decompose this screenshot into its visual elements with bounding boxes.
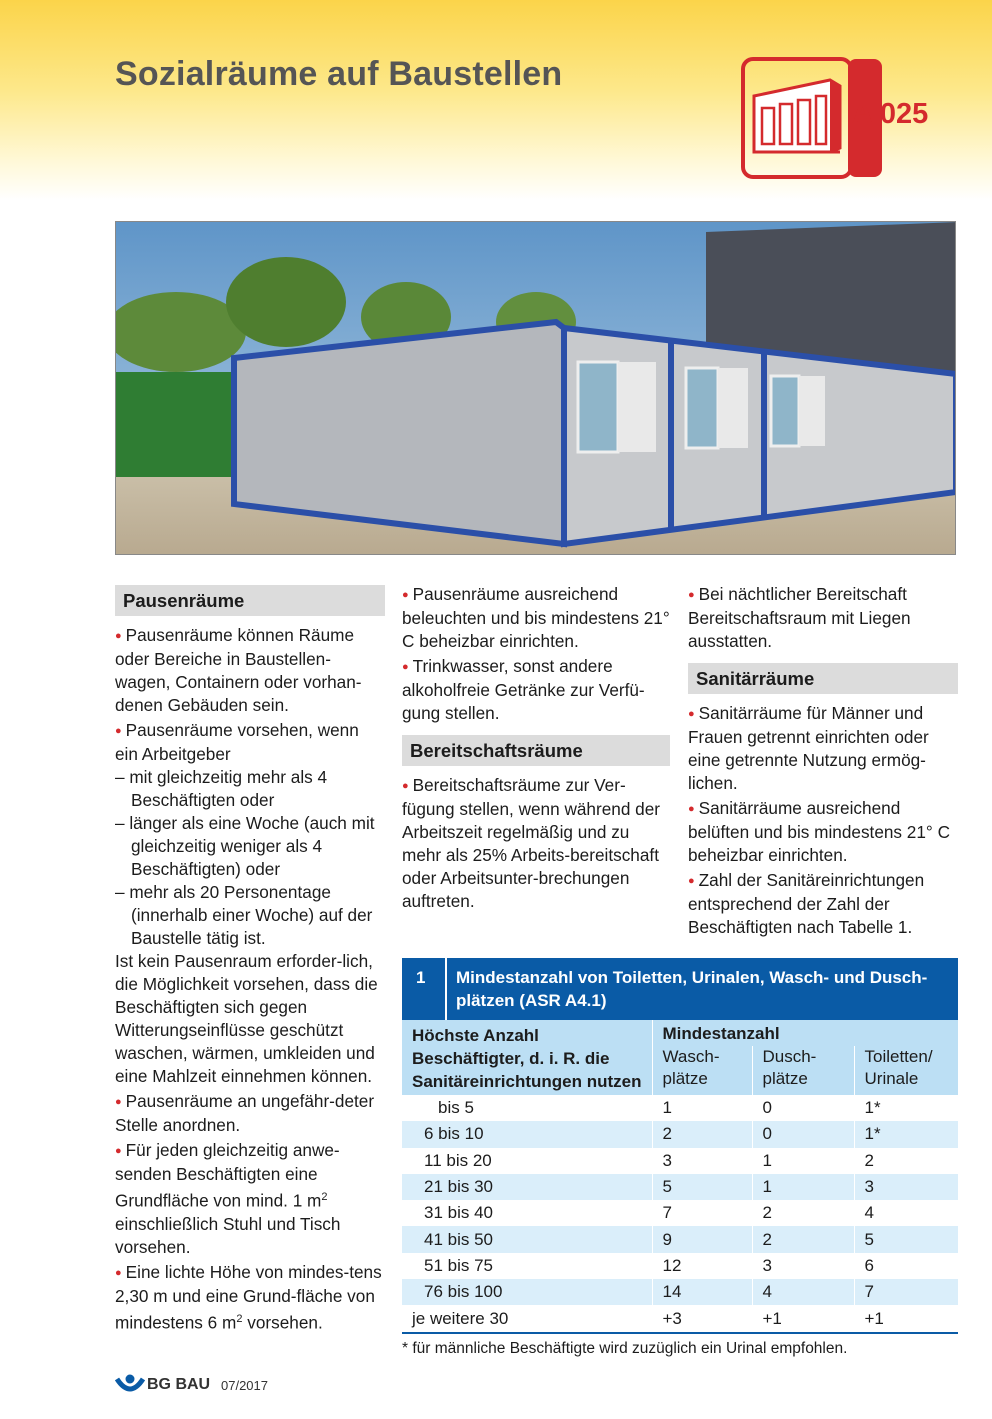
section-heading-sanitaerraeume: Sanitärräume	[688, 663, 958, 694]
footer-brand: BG BAU	[147, 1376, 211, 1393]
column-2	[402, 583, 670, 913]
footer-date: 07/2017	[221, 1378, 268, 1393]
document-code: A 025	[852, 98, 929, 130]
column-pausenraeume	[115, 585, 385, 1334]
table-row: 6 bis 10 2 0 1*	[402, 1121, 958, 1147]
table-title-bar	[402, 958, 958, 1020]
column-3	[688, 583, 958, 939]
header-employees: Höchste Anzahl Beschäftigter, d. i. R. die Sanitäreinrichtungen nutzen	[402, 1020, 652, 1095]
sanitary-table	[402, 958, 958, 1334]
table-footnote: * für männliche Beschäftigte wird zuzüglich ein Urinal empfohlen.	[402, 1340, 848, 1357]
table-row: bis 5 1 0 1*	[402, 1095, 958, 1121]
header-duschplaetze: Dusch-plätze	[752, 1046, 854, 1095]
bullet-3: ● Pausenräume an ungefähr-deter Stelle anordnen.	[115, 1090, 385, 1137]
bullet-1: ● Pausenräume können Räume oder Bereiche in Baustellen-wagen, Containern oder vorhan-denen Gebäuden sein.	[115, 624, 385, 717]
dash-item-3: – mehr als 20 Personentage (innerhalb einer Woche) auf der Baustelle tätig ist.	[115, 882, 373, 948]
bullet-4: ● Für jeden gleichzeitig anwe-senden Beschäftigten eine Grundfläche von mind. 1 $m^2$ einschließlich Stuhl und Tisch vorsehen.	[115, 1139, 385, 1259]
bullet-11: ● Sanitärräume ausreichend belüften und bis mindestens 21° C beheizbar einrichten.	[688, 797, 958, 867]
section-heading-bereitschaftsraeume: Bereitschaftsräume	[402, 735, 670, 766]
table-row: 76 bis 100 14 4 7	[402, 1279, 958, 1305]
bullet-12: ● Zahl der Sanitäreinrichtungen entsprechend der Zahl der Beschäftigten nach Tabelle 1.	[688, 869, 958, 939]
table-row: 21 bis 30 5 1 3	[402, 1174, 958, 1200]
table-row: 51 bis 75 12 3 6	[402, 1253, 958, 1279]
table-number: 1	[416, 968, 426, 987]
page-title: Sozialräume auf Baustellen	[115, 55, 563, 93]
bullet-5: ● Eine lichte Höhe von mindes-tens 2,30 m und eine Grund-fläche von mindestens 6 $m^2$ vorsehen.	[115, 1261, 385, 1335]
footer	[115, 1373, 315, 1399]
header-mindestanzahl: Mindestanzahl	[652, 1020, 958, 1046]
table-row: 41 bis 50 9 2 5	[402, 1226, 958, 1252]
bullet-7: ● Trinkwasser, sonst andere alkoholfreie Getränke zur Verfü-gung stellen.	[402, 655, 670, 725]
bullet-8: ● Bereitschaftsräume zur Ver-fügung stellen, wenn während der Arbeitszeit regelmäßig und zu mehr als 25% Arbeits-bereitschaft oder Arbeitsunter-brechungen auftreten.	[402, 774, 670, 913]
bullet-10: ● Sanitärräume für Männer und Frauen getrennt einrichten oder eine getrennte Nutzung ermög-lichen.	[688, 702, 958, 795]
dash-item-1: – mit gleichzeitig mehr als 4 Beschäftigten oder	[115, 767, 328, 810]
table-row: 31 bis 40 7 2 4	[402, 1200, 958, 1226]
dash-item-2: – länger als eine Woche (auch mit gleichzeitig weniger als 4 Beschäftigten) oder	[115, 813, 375, 879]
table-title: Mindestanzahl von Toiletten, Urinalen, Wasch- und Dusch-plätzen (ASR A4.1)	[456, 968, 928, 1010]
table-body	[402, 1020, 958, 1334]
container-photo	[115, 221, 956, 555]
table-row: 11 bis 20 3 1 2	[402, 1148, 958, 1174]
bullet-2: ● Pausenräume vorsehen, wenn ein Arbeitgeber	[115, 719, 385, 766]
table-row: je weitere 30 +3 +1 +1	[402, 1305, 958, 1332]
section-heading-pausenraeume: Pausenräume	[115, 585, 385, 616]
bullet-6: ● Pausenräume ausreichend beleuchten und bis mindestens 21° C beheizbar einrichten.	[402, 583, 670, 653]
bg-bau-logo-icon	[115, 1373, 145, 1397]
bullet-9: ● Bei nächtlicher Bereitschaft Bereitschaftsraum mit Liegen ausstatten.	[688, 583, 958, 653]
header-toiletten: Toiletten/ Urinale	[854, 1046, 958, 1095]
header-waschplaetze: Wasch-plätze	[652, 1046, 752, 1095]
paragraph: Ist kein Pausenraum erforder-lich, die Möglichkeit vorsehen, dass die Beschäftigten sich gegen Witterungseinflüsse geschützt waschen, wärmen, umkleiden und eine Mahlzeit einnehmen können.	[115, 951, 378, 1086]
